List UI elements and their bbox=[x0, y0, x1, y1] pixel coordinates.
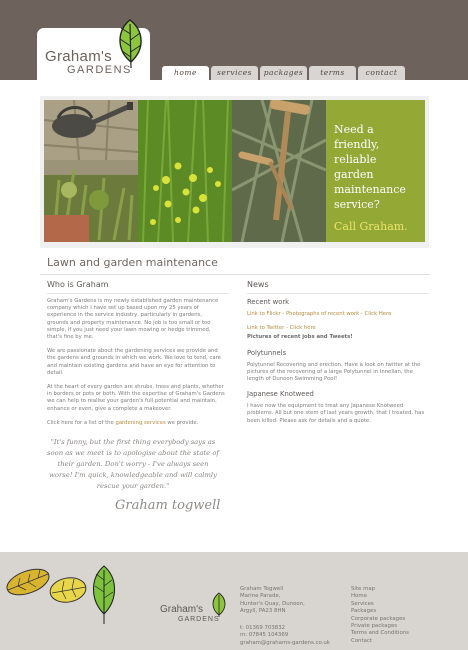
footer-link-site-map[interactable]: Site map bbox=[351, 586, 376, 592]
footer-link-home[interactable]: Home bbox=[351, 593, 367, 600]
services-text-pre: Click here for a list of the bbox=[47, 419, 116, 426]
footer-links bbox=[351, 586, 409, 645]
divider bbox=[247, 293, 429, 294]
telephone: t: 01369 703832 bbox=[240, 625, 286, 631]
footer-logo-gardens: GARDENS bbox=[178, 616, 220, 623]
page-title: Lawn and garden maintenance bbox=[47, 256, 218, 269]
divider bbox=[47, 293, 229, 294]
services-link-paragraph bbox=[47, 420, 225, 427]
garden-tools-illustration bbox=[232, 100, 326, 242]
about-heading: Who is Graham bbox=[47, 280, 109, 289]
knotweed-text: I have now the equipment to treat any Japanese Knotweed problems. All but one stem of last years growth, that I treated, has been killed. Please ask for details and a quote. bbox=[247, 403, 425, 424]
recent-work-heading: Recent work bbox=[247, 298, 290, 306]
call-graham-text: Call Graham. bbox=[334, 220, 408, 233]
address-line: Graham Togwell bbox=[240, 586, 284, 592]
news-column bbox=[247, 280, 428, 432]
about-paragraph: Graham's Gardens is my newly established garden maintenance company which I have set up based upon my 25 years of experience in the service industry, particularly in gardens, grounds and property maintenance. No job is too small or too simple, if you just need your lawn mowing or hedge trimmed, that's fine by me. bbox=[47, 298, 219, 341]
site-logo[interactable] bbox=[37, 28, 150, 80]
tab-services[interactable]: services bbox=[211, 66, 258, 80]
watering-can-illustration bbox=[44, 100, 138, 242]
flowers-photo bbox=[138, 100, 232, 242]
logo-text-gardens: GARDENS bbox=[67, 64, 132, 76]
services-text-post: we provide. bbox=[165, 419, 199, 426]
leaf-icon bbox=[210, 592, 228, 618]
site-header bbox=[0, 0, 468, 80]
hero-callout bbox=[326, 100, 425, 242]
tab-contact[interactable]: contact bbox=[358, 66, 405, 80]
news-heading: News bbox=[247, 280, 269, 289]
footer-address bbox=[240, 586, 305, 616]
about-column bbox=[47, 280, 225, 513]
hero-text-line: Need a friendly, bbox=[334, 123, 380, 151]
footer-link-packages[interactable]: Packages bbox=[351, 608, 377, 615]
hero-text-line: reliable garden bbox=[334, 153, 377, 181]
hero-text-line: service? bbox=[334, 198, 380, 211]
divider bbox=[40, 274, 430, 275]
footer-contact bbox=[240, 625, 330, 647]
signature: Graham togwell bbox=[115, 498, 221, 514]
tab-terms[interactable]: terms bbox=[309, 66, 356, 80]
garden-fork-photo bbox=[232, 100, 326, 242]
gardening-services-link[interactable]: gardening services bbox=[115, 419, 166, 426]
about-paragraph: We are passionate about the gardening services we provide and the gardens and grounds in which we work. We love to tend, care and maintain existing gardens and have an eye for attention to detail. bbox=[47, 348, 221, 376]
leaves-decoration-icon bbox=[0, 560, 130, 630]
hero-banner bbox=[44, 100, 425, 242]
email-link[interactable]: graham@grahams-gardens.co.uk bbox=[240, 639, 330, 646]
main-nav bbox=[162, 66, 405, 80]
footer-link-private-packages[interactable]: Private packages bbox=[351, 623, 398, 630]
footer-link-services[interactable]: Services bbox=[351, 600, 374, 607]
leaf-icon bbox=[113, 18, 147, 70]
footer-logo-grahams: Graham's bbox=[160, 604, 204, 615]
polytunnels-heading: Polytunnels bbox=[247, 348, 287, 357]
yellow-flowers-illustration bbox=[138, 100, 232, 242]
footer-link-terms[interactable]: Terms and Conditions bbox=[351, 630, 409, 637]
polytunnels-text: Polytunnel Recovering and erection. Have a look on twitter at the pictures of the recovering of a large Polytunnel in Innellan, the length of Dunoon Swimming Pool! bbox=[247, 361, 421, 383]
about-paragraph: At the heart of every garden are shrubs, trees and plants, whether in borders or pots or both. With the expertise of Graham's Gardens we can help to realise your garden's full potential and maintain, enhance or even, give a complete a makeover. bbox=[47, 384, 225, 412]
footer-link-contact[interactable]: Contact bbox=[351, 637, 372, 644]
knotweed-heading: Japanese Knotweed bbox=[247, 390, 314, 399]
twitter-link[interactable]: Link to Twitter - Click here bbox=[247, 325, 316, 332]
footer-link-corporate-packages[interactable]: Corporate packages bbox=[351, 615, 406, 622]
hero-text-line: maintenance bbox=[334, 183, 406, 196]
tab-home[interactable]: home bbox=[162, 66, 209, 80]
logo-text-grahams: Graham's bbox=[45, 48, 112, 65]
mobile: m: 07845 104369 bbox=[240, 632, 289, 639]
tab-packages[interactable]: packages bbox=[260, 66, 307, 80]
watering-can-photo bbox=[44, 100, 138, 242]
address-line: Argyll, PA23 8HN bbox=[240, 608, 286, 615]
testimonial-quote: "It's funny, but the first thing everybody says as soon as we meet is to apologise about the state of their garden. Don't worry - I've always seen worse! I'm quick, knowledgeable and will calmly rescue your garden." bbox=[47, 438, 219, 491]
address-line: Hunter's Quay, Dunoon, bbox=[240, 600, 305, 607]
flickr-link[interactable]: Link to Flickr - Photographs of recent work - Click Here bbox=[247, 311, 392, 317]
twitter-note: Pictures of recent jobs and Tweets! bbox=[247, 334, 353, 341]
address-line: Marine Parade, bbox=[240, 593, 281, 600]
